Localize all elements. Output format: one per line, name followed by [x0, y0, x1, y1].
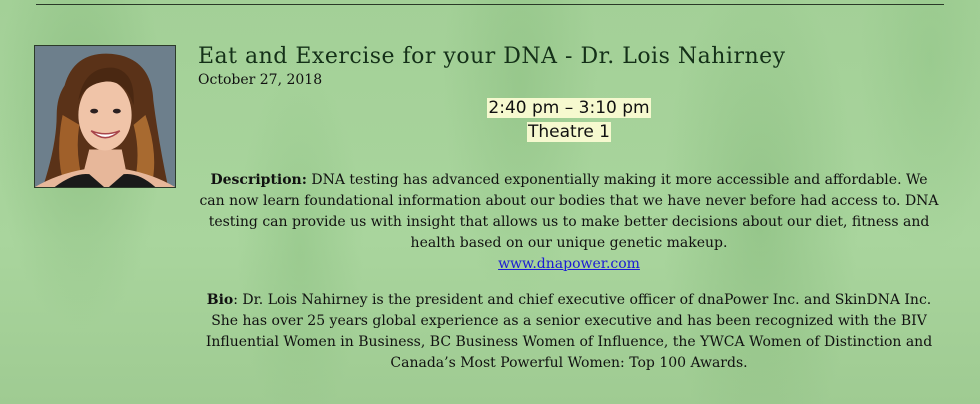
description-label: Description: [210, 172, 307, 188]
bio-text: : Dr. Lois Nahirney is the president and chief executive officer of dnaPower Inc. and SkinDNA Inc. She has over 25 years global experience as a senior executive and has been recognized with the BIV Influential Women in Business, BC Business Women of Influence, the YWCA Women of Distinction and Canada’s Most Powerful Women: Top 100 Awards. [205, 292, 933, 371]
speaker-photo [34, 45, 176, 188]
website-link[interactable]: www.dnapower.com [498, 256, 640, 272]
event-location: Theatre 1 [528, 122, 610, 142]
description-text: DNA testing has advanced exponentially making it more accessible and affordable. We can now learn foundational information about our bodies that we have never before had access to. DNA testing can provide us with insight that allows us to make better decisions about our diet, fitness and health based on our unique genetic makeup. [199, 172, 939, 251]
bio-label: Bio [206, 292, 234, 308]
event-date: October 27, 2018 [198, 72, 323, 88]
top-divider [36, 4, 944, 5]
description-section [198, 170, 940, 275]
bio-section [198, 290, 940, 374]
event-time: 2:40 pm – 3:10 pm [488, 98, 650, 118]
event-title: Eat and Exercise for your DNA - Dr. Lois Nahirney [198, 44, 786, 69]
event-schedule [198, 96, 940, 144]
